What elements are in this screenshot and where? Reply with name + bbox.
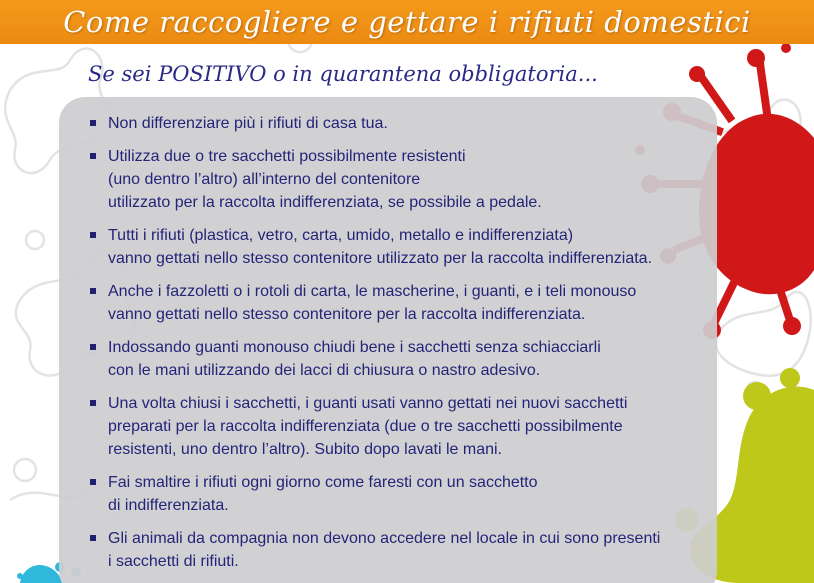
bullet-marker xyxy=(90,479,96,485)
rule-line: Gli animali da compagnia non devono accedere nel locale in cui sono presenti xyxy=(108,530,661,547)
bullet-marker xyxy=(90,288,96,294)
rule-line: Indossando guanti monouso chiudi bene i sacchetti senza schiacciarli xyxy=(108,339,601,356)
rule-item xyxy=(90,527,702,573)
bullet-marker xyxy=(90,400,96,406)
rule-line: di indifferenziata. xyxy=(108,497,229,514)
rule-line: Utilizza due o tre sacchetti possibilmente resistenti xyxy=(108,148,466,165)
bullet-marker xyxy=(90,120,96,126)
rule-line: con le mani utilizzando dei lacci di chiusura o nastro adesivo. xyxy=(108,362,541,379)
rule-line: utilizzato per la raccolta indifferenziata, se possibile a pedale. xyxy=(108,194,542,211)
rule-item xyxy=(90,224,702,270)
bullet-marker xyxy=(90,153,96,159)
rule-item xyxy=(90,112,702,135)
rule-line: (uno dentro l’altro) all’interno del contenitore xyxy=(108,171,421,188)
rule-item xyxy=(90,336,702,382)
rule-line: Anche i fazzoletti o i rotoli di carta, le mascherine, i guanti, e i teli monouso xyxy=(108,283,637,300)
rule-line: Fai smaltire i rifiuti ogni giorno come faresti con un sacchetto xyxy=(108,474,538,491)
rules-list xyxy=(90,112,702,583)
rule-line: Tutti i rifiuti (plastica, vetro, carta, umido, metallo e indifferenziata) xyxy=(108,227,574,244)
rule-line: Non differenziare più i rifiuti di casa tua. xyxy=(108,115,388,132)
rule-line: vanno gettati nello stesso contenitore per la raccolta indifferenziata. xyxy=(108,306,586,323)
rule-line: i sacchetti di rifiuti. xyxy=(108,553,239,570)
rule-item xyxy=(90,471,702,517)
subtitle: Se sei POSITIVO o in quarantena obbligatoria... xyxy=(88,62,598,86)
rule-line: preparati per la raccolta indifferenziata (due o tre sacchetti possibilmente xyxy=(108,418,623,435)
rule-item xyxy=(90,145,702,214)
rule-item xyxy=(90,280,702,326)
rule-line: resistenti, uno dentro l’altro). Subito dopo lavati le mani. xyxy=(108,441,502,458)
rule-line: Una volta chiusi i sacchetti, i guanti usati vanno gettati nei nuovi sacchetti xyxy=(108,395,628,412)
rule-item xyxy=(90,392,702,461)
page-title: Come raccogliere e gettare i rifiuti domestici xyxy=(63,5,751,39)
rule-line: vanno gettati nello stesso contenitore utilizzato per la raccolta indifferenziata. xyxy=(108,250,653,267)
bullet-marker xyxy=(90,535,96,541)
bullet-marker xyxy=(90,344,96,350)
bullet-marker xyxy=(90,232,96,238)
